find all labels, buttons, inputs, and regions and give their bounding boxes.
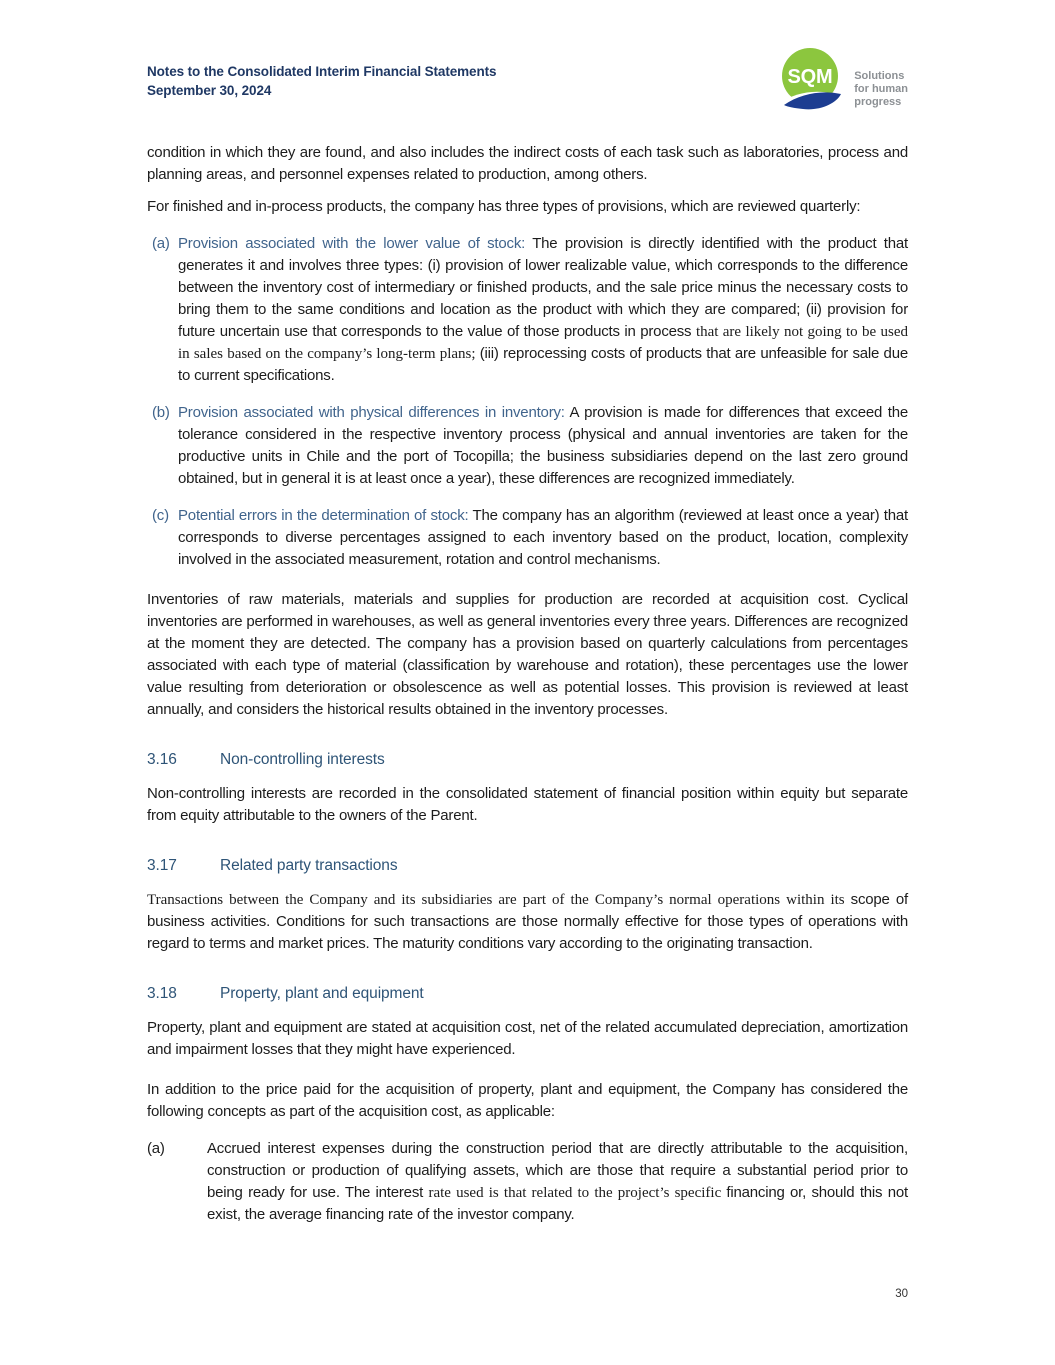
list-item-a-body-2: (iii) reprocessing costs of products that are unfeasible for sale due to current specifications.	[178, 345, 908, 384]
header-date: September 30, 2024	[147, 83, 272, 98]
header-title: Notes to the Consolidated Interim Financial Statements	[147, 64, 497, 79]
paragraph-acquisition-intro: In addition to the price paid for the acquisition of property, plant and equipment, the Company has considered the following concepts as part of the acquisition cost, as applicable:	[147, 1081, 908, 1120]
list-marker-c: (c)	[152, 507, 169, 524]
paragraph-ppe: Property, plant and equipment are stated at acquisition cost, net of the related accumulated depreciation, amortization and impairment losses that they might have experienced.	[147, 1019, 908, 1058]
section-heading-3-16	[147, 749, 908, 771]
paragraph-inventories: Inventories of raw materials, materials and supplies for production are recorded at acquisition cost. Cyclical inventories are performed in warehouses, as well as general inventories every three years. Differences are recognized at the moment they are detected. The company has a provision based on quarterly calculations from percentages associated with each type of material (classification by warehouse and rotation), these percentages use the lower value resulting from deterioration or obsolescence as well as potential losses. This provision is reviewed at least annually, and considers the historical results obtained in the inventory processes.	[147, 591, 908, 718]
list-item-a	[147, 233, 908, 387]
document-body	[147, 142, 908, 1226]
tagline-line-3: progress	[854, 96, 902, 108]
tagline-line-2: for human	[854, 83, 908, 95]
list-item-a-bottom	[147, 1138, 908, 1226]
paragraph-related-party	[147, 889, 908, 955]
logo-tagline	[854, 48, 908, 112]
page-header	[147, 62, 908, 112]
section-title: Property, plant and equipment	[220, 985, 424, 1002]
header-text	[147, 62, 496, 100]
section-title: Non-controlling interests	[220, 751, 385, 768]
section-heading-3-17	[147, 855, 908, 877]
list-item-a-text	[178, 233, 908, 387]
list-item-b	[147, 402, 908, 490]
list-item-b-lead: Provision associated with physical differences in inventory:	[178, 404, 565, 421]
sqm-logo	[779, 48, 908, 112]
list-item-a-body-1: The provision is directly identified with the product that generates it and involves three types: (i) provision of lower realizable value, which corresponds to the difference between the inventory cost of intermediary or finished products, and the sale price minus the necessary costs to bring them to the same conditions and location as the product with which they are compared; (ii) provision for future uncertain use that corresponds to the value of those products in process	[178, 235, 909, 340]
list-item-a-body-serif: that are likely not going to be used in sales based on the company’s long-term plans;	[178, 324, 908, 362]
section-heading-3-18	[147, 983, 908, 1005]
paragraph-related-party-serif: Transactions between the Company and its subsidiaries are part of the Company’s normal operations within its	[147, 892, 851, 908]
page-number: 30	[895, 1288, 908, 1300]
list-item-c-lead: Potential errors in the determination of stock:	[178, 507, 469, 524]
list-marker-a: (a)	[152, 235, 170, 252]
section-number: 3.17	[147, 857, 177, 874]
paragraph-provisions-intro: For finished and in-process products, the company has three types of provisions, which are reviewed quarterly:	[147, 198, 861, 215]
list-item-a-bottom-body-2: financing or, should this not exist, the average financing rate of the investor company.	[207, 1184, 908, 1223]
list-marker-b: (b)	[152, 404, 170, 421]
section-number: 3.18	[147, 985, 177, 1002]
sqm-logo-text: SQM	[787, 66, 833, 88]
list-item-a-lead: Provision associated with the lower value of stock:	[178, 235, 526, 252]
list-item-a-bottom-body-1: Accrued interest expenses during the construction period that are directly attributable to the acquisition, construction or production of qualifying assets, which are those that require a substantial period prior to being ready for use. The interest	[207, 1140, 908, 1201]
paragraph-non-controlling: Non-controlling interests are recorded in the consolidated statement of financial position within equity but separate from equity attributable to the owners of the Parent.	[147, 785, 908, 824]
list-item-c-body: The company has an algorithm (reviewed at least once a year) that corresponds to diverse percentages assigned to each inventory based on the product, location, complexity involved in the associated measurement, rotation and control mechanisms.	[178, 507, 908, 568]
paragraph-condition: condition in which they are found, and also includes the indirect costs of each task such as laboratories, process and planning areas, and personnel expenses related to production, among others.	[147, 144, 908, 183]
section-title: Related party transactions	[220, 857, 398, 874]
paragraph-related-party-body: scope of business activities. Conditions for such transactions are those normally effective for those types of operations with regard to terms and market prices. The maturity conditions vary according to the originating transaction.	[147, 891, 908, 952]
list-marker-a-bottom: (a)	[147, 1140, 165, 1157]
list-item-c	[147, 505, 908, 571]
section-number: 3.16	[147, 751, 177, 768]
list-item-a-bottom-body-serif: rate used is that related to the project’s specific	[428, 1185, 727, 1201]
list-item-c-text	[178, 505, 908, 571]
tagline-line-1: Solutions	[854, 70, 905, 82]
list-item-b-text	[178, 402, 908, 490]
sqm-logo-icon	[779, 48, 845, 112]
list-item-a-bottom-text	[207, 1138, 908, 1226]
list-item-b-body: A provision is made for differences that exceed the tolerance considered in the respective inventory process (physical and annual inventories are taken for the productive units in Chile and the port of Tocopilla; the business subsidiaries depend on the last zero ground obtained, but in general it is at least once a year), these differences are recognized immediately.	[178, 404, 908, 487]
